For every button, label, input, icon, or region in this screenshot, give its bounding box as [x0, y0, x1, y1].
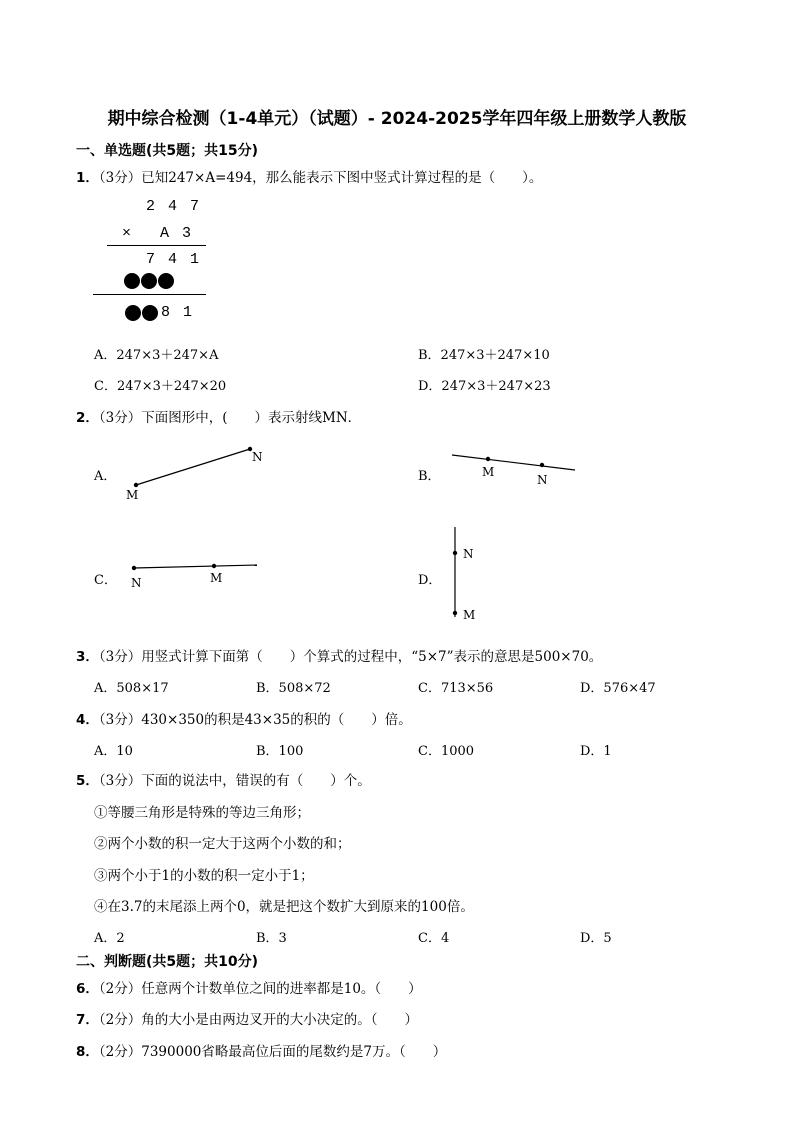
- option-d[interactable]: D．576×47: [580, 681, 656, 696]
- calc-row-product-digits: 8 1: [161, 304, 195, 321]
- statement-4: ④在3.7的末尾添上两个0，就是把这个数扩大到原来的100倍。: [94, 899, 474, 915]
- option-c[interactable]: C．1000: [418, 744, 475, 759]
- question-number: 2．: [76, 410, 99, 426]
- question-4: [76, 708, 412, 728]
- section-heading-true-false: 二、判断题(共5题；共10分): [76, 954, 259, 970]
- statement-1: ①等腰三角形是特殊的等边三角形；: [94, 805, 310, 821]
- statement-3: ③两个小于1的小数的积一定小于1；: [94, 868, 314, 884]
- question-text: （3分）下面的说法中，错误的有（ ）个。: [98, 773, 371, 789]
- option-c[interactable]: C．247×3＋247×20: [94, 379, 227, 394]
- calc-row-multiplier: A 3: [160, 225, 194, 242]
- option-a[interactable]: A．10: [94, 744, 133, 759]
- option-d[interactable]: D．5: [580, 931, 612, 946]
- label-m: M: [482, 465, 495, 479]
- option-c[interactable]: C．713×56: [418, 681, 494, 696]
- question-text: （3分）已知247×A=494，那么能表示下图中竖式计算过程的是（ ）。: [98, 170, 543, 186]
- question-number: 1．: [76, 170, 99, 186]
- question-3: [76, 645, 602, 665]
- question-text: （3分）下面图形中，( ）表示射线MN．: [98, 410, 362, 426]
- option-a[interactable]: A．247×3＋247×A: [94, 348, 219, 363]
- figure-b: [452, 455, 575, 487]
- label-n: N: [463, 547, 474, 561]
- option-a[interactable]: A．: [94, 469, 117, 484]
- option-a[interactable]: A．508×17: [94, 681, 169, 696]
- question-7: [76, 1008, 418, 1028]
- option-a[interactable]: A．2: [94, 931, 125, 946]
- option-b[interactable]: B．508×72: [256, 681, 331, 696]
- label-n: N: [537, 473, 548, 487]
- figure-c: [131, 564, 257, 590]
- question-5: [76, 769, 371, 789]
- question-text: （3分）430×350的积是43×35的积的（ ）倍。: [98, 712, 412, 728]
- question-number: 3．: [76, 649, 99, 665]
- calc-row-partial-1: 7 4 1: [146, 251, 202, 268]
- question-text: （2分）任意两个计数单位之间的进率都是10。（ ）: [98, 981, 422, 997]
- label-m: M: [126, 488, 139, 502]
- question-text: （2分）角的大小是由两边叉开的大小决定的。（ ）: [98, 1012, 418, 1028]
- label-n: N: [252, 450, 263, 464]
- option-c[interactable]: C．: [94, 573, 117, 588]
- question-number: 6．: [76, 981, 99, 997]
- label-n: N: [131, 576, 142, 590]
- option-b[interactable]: B．: [418, 469, 441, 484]
- question-number: 8．: [76, 1044, 99, 1060]
- question-number: 5．: [76, 773, 99, 789]
- question-number: 7．: [76, 1012, 99, 1028]
- option-b[interactable]: B．247×3＋247×10: [418, 348, 550, 363]
- option-b[interactable]: B．100: [256, 744, 304, 759]
- statement-2: ②两个小数的积一定大于这两个小数的和；: [94, 836, 351, 852]
- question-6: [76, 977, 422, 997]
- label-m: M: [463, 608, 476, 622]
- option-c[interactable]: C．4: [418, 931, 450, 946]
- page-title: 期中综合检测（1-4单元）（试题）- 2024-2025学年四年级上册数学人教版: [107, 109, 687, 129]
- question-text: （2分）7390000省略最高位后面的尾数约是7万。（ ）: [98, 1044, 447, 1060]
- calc-row-multiplicand: 2 4 7: [146, 198, 202, 215]
- calc-times-sign: ×: [122, 225, 134, 242]
- figure-d: [453, 527, 475, 622]
- section-heading-single-choice: 一、单选题(共5题；共15分): [76, 143, 259, 159]
- option-d[interactable]: D．1: [580, 744, 612, 759]
- option-b[interactable]: B．3: [256, 931, 287, 946]
- figure-a: [126, 447, 263, 502]
- option-d[interactable]: D．247×3＋247×23: [418, 379, 551, 394]
- label-m: M: [210, 571, 223, 585]
- question-8: [76, 1040, 446, 1060]
- question-text: （3分）用竖式计算下面第（ ）个算式的过程中，“5×7”表示的意思是500×70。: [98, 649, 603, 665]
- option-d[interactable]: D．: [418, 573, 442, 588]
- question-number: 4．: [76, 712, 99, 728]
